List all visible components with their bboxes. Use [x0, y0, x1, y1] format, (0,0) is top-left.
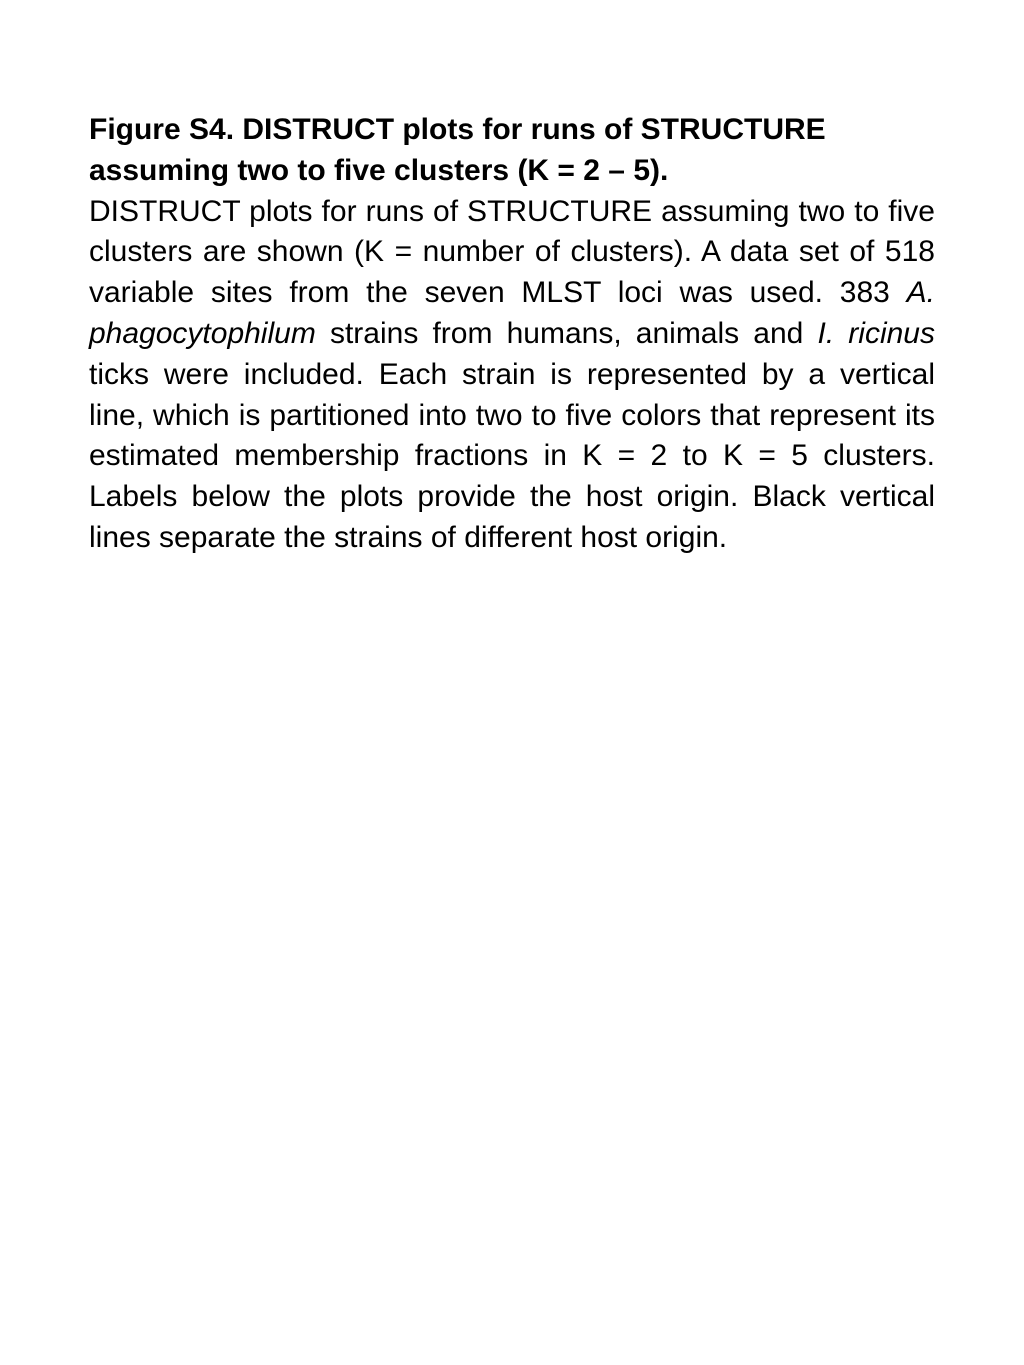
caption-text-2: strains from humans, animals and [315, 316, 818, 350]
caption-text-3: ticks were included. Each strain is represented by a vertical line, which is partitioned into two to five colors that represent its estimated membership fractions in K = 2 to K = 5 clusters. Labels below the plots provide the host origin. Black vertical lines separate the strains of different host origin. [89, 357, 935, 554]
species-name-ixodes: I. ricinus [817, 316, 935, 350]
species-name-anaplasma: A. phagocytophilum [89, 276, 935, 350]
caption-text-1: DISTRUCT plots for runs of STRUCTURE assuming two to five clusters are shown (K = number of clusters). A data set of 518 variable sites from the seven MLST loci was used. 383 [89, 194, 935, 310]
document-page [89, 110, 935, 559]
figure-caption-paragraph [89, 192, 935, 559]
figure-heading: Figure S4. DISTRUCT plots for runs of STRUCTURE assuming two to five clusters (K = 2 – 5). [89, 113, 826, 187]
